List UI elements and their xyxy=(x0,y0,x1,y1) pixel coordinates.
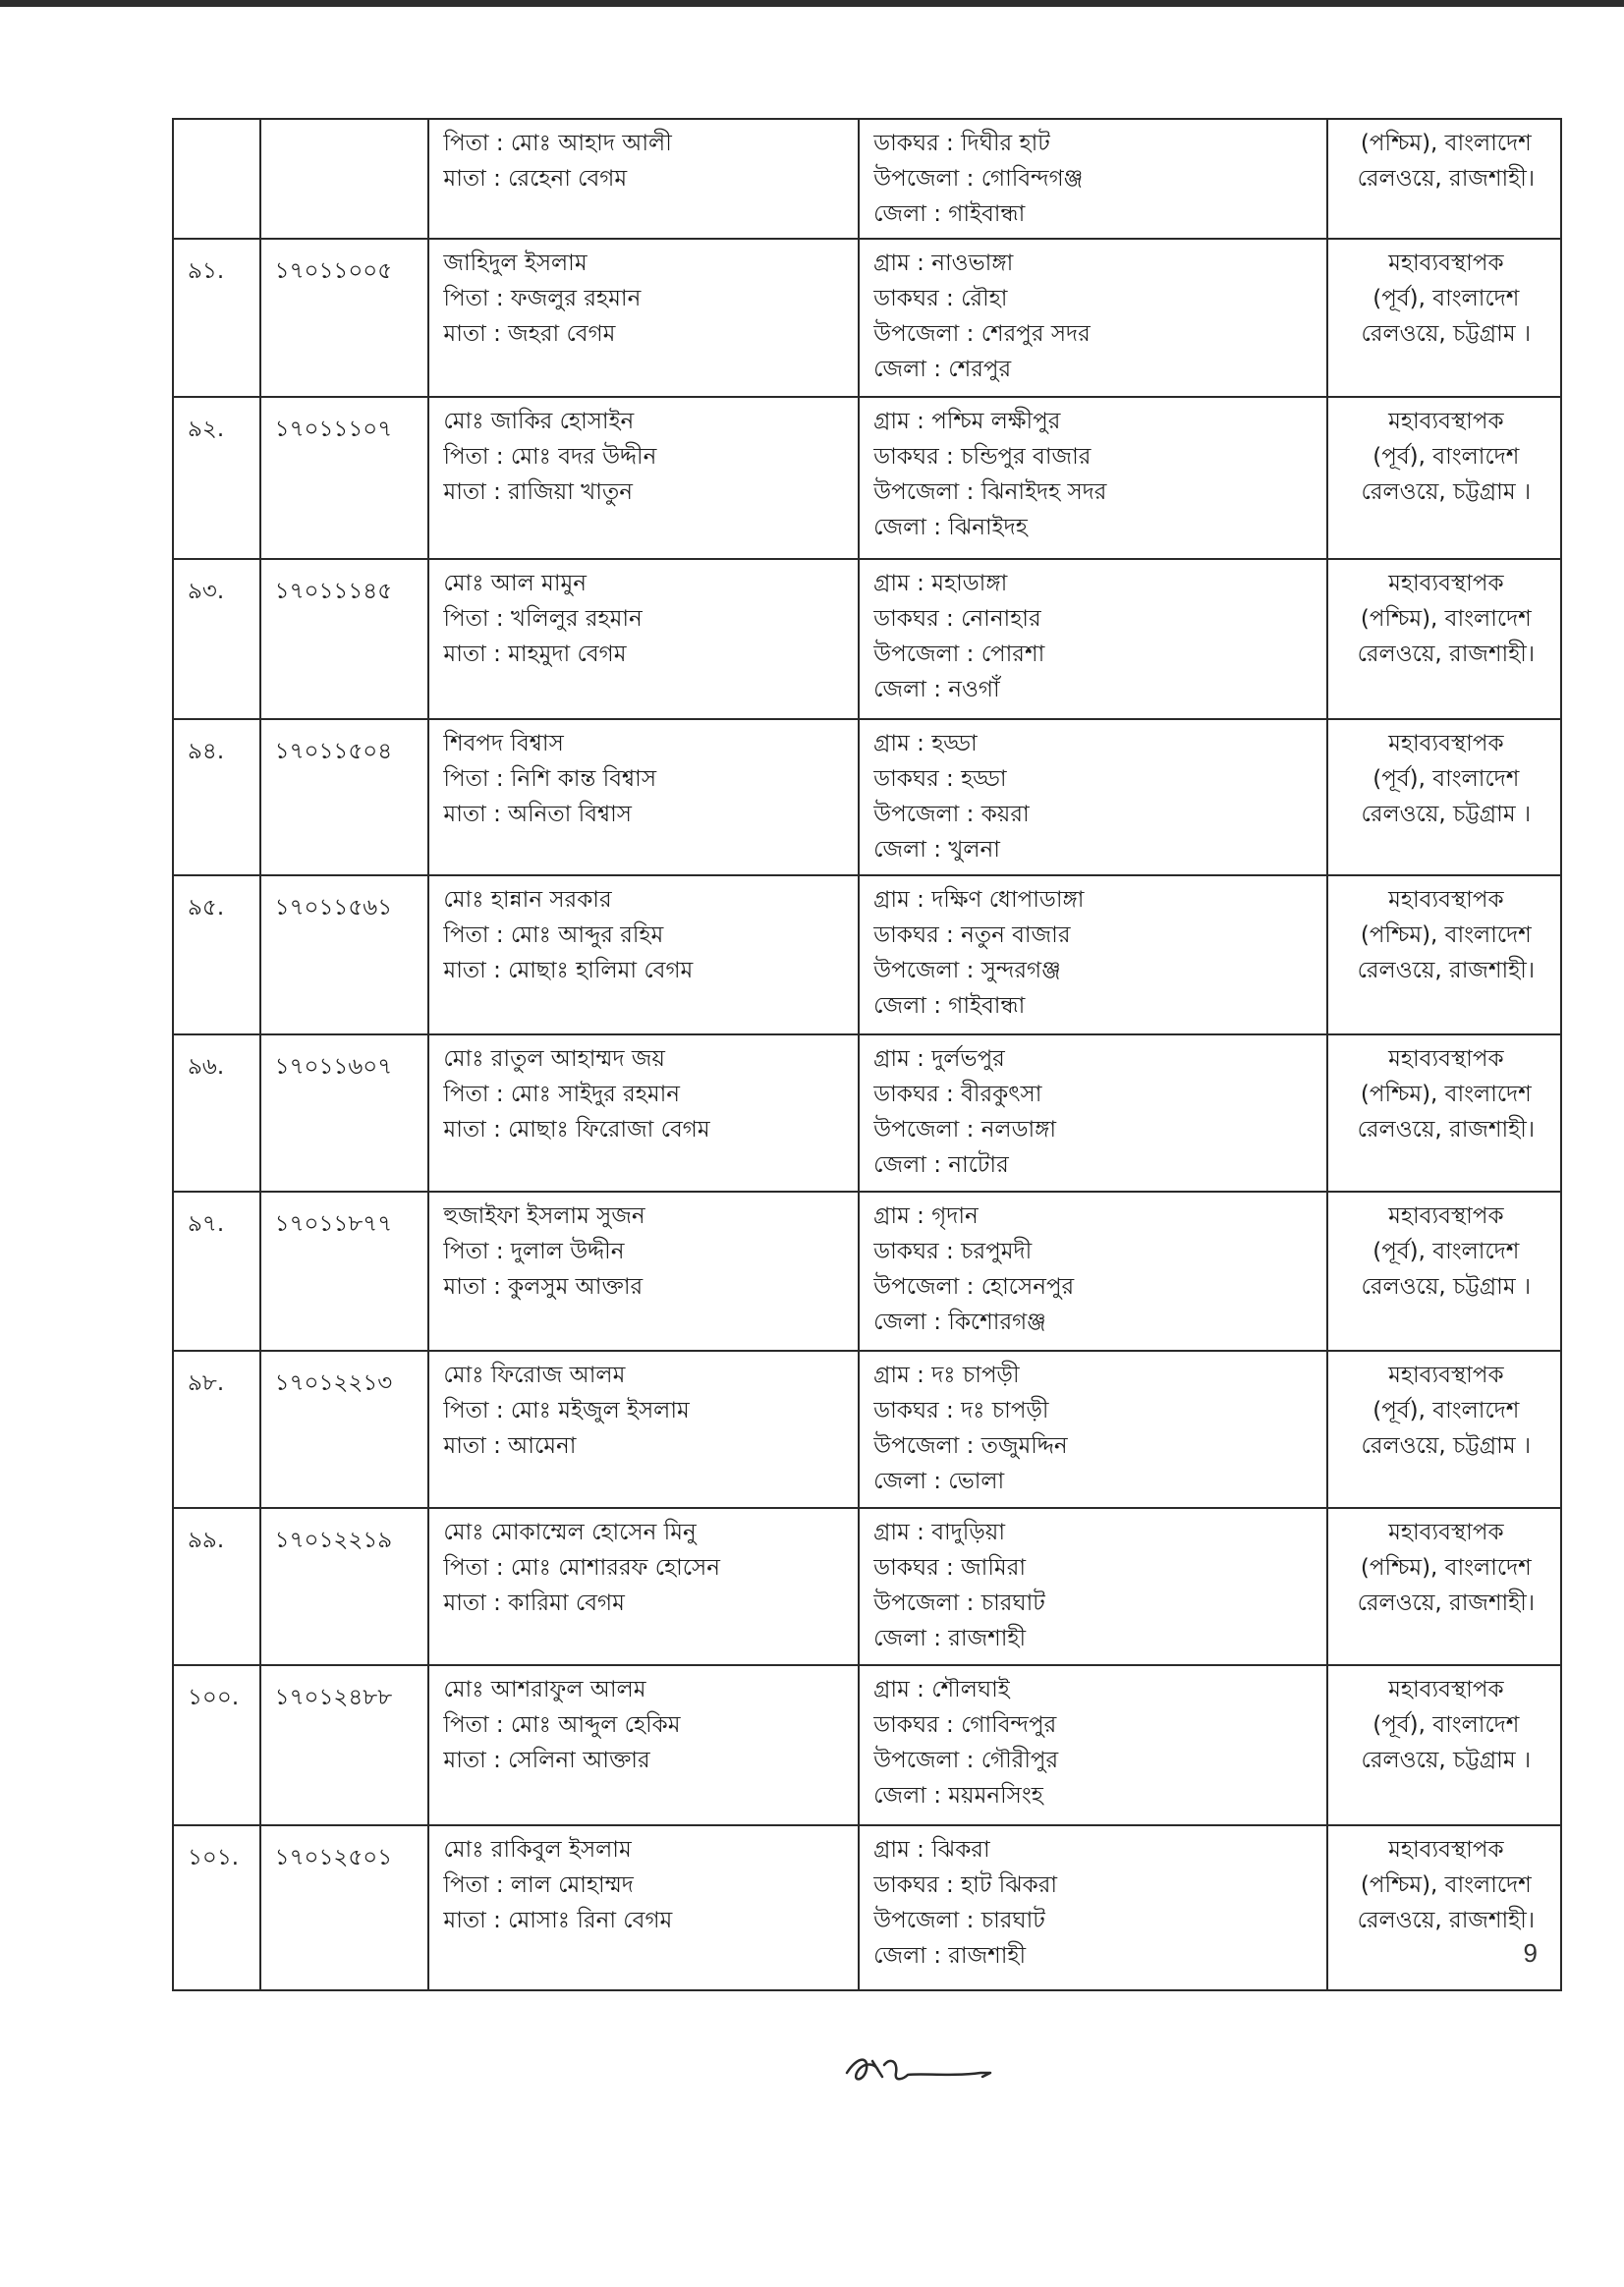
serial-number: ৯৬. xyxy=(188,1054,225,1080)
address-cell xyxy=(859,1351,1327,1508)
name-cell xyxy=(428,559,859,719)
name-cell xyxy=(428,397,859,559)
office-cell xyxy=(1327,1351,1561,1508)
office-cell xyxy=(1327,1508,1561,1665)
post-office: ডাকঘর : চন্ডিপুর বাজার xyxy=(873,444,1092,470)
upazila: উপজেলা : নলডাঙ্গা xyxy=(873,1117,1057,1143)
upazila: উপজেলা : তজুমদ্দিন xyxy=(873,1433,1068,1459)
roll-number: ১৭০১১১৪৫ xyxy=(274,579,393,604)
office-line: মহাব্যবস্থাপক xyxy=(1388,409,1504,434)
post-office: ডাকঘর : গোবিন্দপুর xyxy=(873,1712,1057,1738)
mother-name: মাতা : মোসাঃ রিনা বেগম xyxy=(443,1908,673,1933)
sl-cell xyxy=(173,1192,260,1351)
father-name: পিতা : মোঃ আব্দুর রহিম xyxy=(443,922,664,948)
upazila: উপজেলা : গোবিন্দগঞ্জ xyxy=(873,166,1084,192)
sl-cell xyxy=(173,397,260,559)
roll-cell xyxy=(260,1192,429,1351)
district: জেলা : গাইবান্ধা xyxy=(873,201,1026,227)
upazila: উপজেলা : হোসেনপুর xyxy=(873,1274,1075,1300)
office-line: রেলওয়ে, রাজশাহী। xyxy=(1357,958,1536,983)
father-name: পিতা : মোঃ বদর উদ্দীন xyxy=(443,444,657,470)
address-cell xyxy=(859,1825,1327,1990)
mother-name: মাতা : মাহমুদা বেগম xyxy=(443,641,627,667)
office-line: (পূর্ব), বাংলাদেশ xyxy=(1372,286,1520,311)
serial-number: ৯১. xyxy=(188,258,225,284)
page-number: 9 xyxy=(1523,1938,1538,1968)
office-cell xyxy=(1327,719,1561,875)
candidate-name: মোঃ মোকাম্মেল হোসেন মিনু xyxy=(443,1520,697,1545)
father-name: পিতা : লাল মোহাম্মদ xyxy=(443,1872,634,1898)
district: জেলা : গাইবান্ধা xyxy=(873,993,1026,1019)
upazila: উপজেলা : শেরপুর সদর xyxy=(873,321,1091,347)
candidate-table xyxy=(172,118,1562,1991)
office-line: রেলওয়ে, রাজশাহী। xyxy=(1357,641,1536,667)
roll-cell xyxy=(260,875,429,1034)
sl-cell xyxy=(173,1825,260,1990)
roll-number: ১৭০১১৬০৭ xyxy=(274,1054,393,1080)
roll-number: ১৭০১২২১৩ xyxy=(274,1370,393,1396)
table-row xyxy=(173,559,1561,719)
office-line: রেলওয়ে, রাজশাহী। xyxy=(1357,1590,1536,1616)
father-name: পিতা : দুলাল উদ্দীন xyxy=(443,1239,625,1264)
signature xyxy=(843,2043,1000,2106)
table-body xyxy=(173,119,1561,1990)
office-cell xyxy=(1327,1665,1561,1825)
serial-number: ১০০. xyxy=(188,1685,240,1710)
address-cell xyxy=(859,559,1327,719)
name-cell xyxy=(428,1825,859,1990)
table-row xyxy=(173,875,1561,1034)
serial-number: ৯৪. xyxy=(188,739,225,764)
mother-name: মাতা : কুলসুম আক্তার xyxy=(443,1274,644,1300)
village: গ্রাম : বাদুড়িয়া xyxy=(873,1520,1005,1545)
father-name: পিতা : মোঃ মোশাররফ হোসেন xyxy=(443,1555,720,1581)
post-office: ডাকঘর : নোনাহার xyxy=(873,606,1041,632)
district: জেলা : ভোলা xyxy=(873,1469,1005,1494)
office-cell xyxy=(1327,559,1561,719)
office-line: মহাব্যবস্থাপক xyxy=(1388,1677,1504,1702)
serial-number: ৯৮. xyxy=(188,1370,225,1396)
sl-cell xyxy=(173,1034,260,1192)
district: জেলা : রাজশাহী xyxy=(873,1626,1027,1651)
village: গ্রাম : দঃ চাপড়ী xyxy=(873,1363,1020,1388)
office-line: মহাব্যবস্থাপক xyxy=(1388,251,1504,276)
upazila: উপজেলা : চারঘাট xyxy=(873,1590,1045,1616)
sl-cell xyxy=(173,1508,260,1665)
name-cell xyxy=(428,875,859,1034)
post-office: ডাকঘর : জামিরা xyxy=(873,1555,1027,1581)
mother-name: মাতা : আমেনা xyxy=(443,1433,577,1459)
upazila: উপজেলা : গৌরীপুর xyxy=(873,1748,1059,1773)
candidate-name: মোঃ রাতুল আহাম্মদ জয় xyxy=(443,1046,665,1072)
office-line: মহাব্যবস্থাপক xyxy=(1388,731,1504,756)
roll-cell xyxy=(260,119,429,239)
candidate-name: মোঃ হান্নান সরকার xyxy=(443,887,612,913)
candidate-name: মোঃ ফিরোজ আলম xyxy=(443,1363,626,1388)
roll-number: ১৭০১১১০৭ xyxy=(274,417,393,442)
office-line: (পশ্চিম), বাংলাদেশ xyxy=(1360,1872,1532,1898)
table-row xyxy=(173,1508,1561,1665)
mother-name: মাতা : সেলিনা আক্তার xyxy=(443,1748,650,1773)
office-line: রেলওয়ে, রাজশাহী। xyxy=(1357,1908,1536,1933)
office-line: (পূর্ব), বাংলাদেশ xyxy=(1372,1398,1520,1423)
upazila: উপজেলা : সুন্দরগঞ্জ xyxy=(873,958,1061,983)
address-cell xyxy=(859,397,1327,559)
post-office: ডাকঘর : রৌহা xyxy=(873,286,1008,311)
sl-cell xyxy=(173,875,260,1034)
village: গ্রাম : ঝিকরা xyxy=(873,1837,990,1863)
roll-number: ১৭০১২২১৯ xyxy=(274,1528,393,1553)
office-line: (পূর্ব), বাংলাদেশ xyxy=(1372,1712,1520,1738)
roll-cell xyxy=(260,559,429,719)
office-line: মহাব্যবস্থাপক xyxy=(1388,1363,1504,1388)
office-line: মহাব্যবস্থাপক xyxy=(1388,1520,1504,1545)
office-line: মহাব্যবস্থাপক xyxy=(1388,887,1504,913)
village: গ্রাম : শৌলঘাই xyxy=(873,1677,1010,1702)
office-line: রেলওয়ে, চট্টগ্রাম । xyxy=(1361,321,1532,347)
roll-cell xyxy=(260,239,429,397)
district: জেলা : খুলনা xyxy=(873,837,1000,863)
candidate-name: মোঃ রাকিবুল ইসলাম xyxy=(443,1837,632,1863)
table-row xyxy=(173,1665,1561,1825)
father-name: পিতা : মোঃ আহাদ আলী xyxy=(443,131,672,156)
office-line: মহাব্যবস্থাপক xyxy=(1388,571,1504,596)
roll-number: ১৭০১২৪৮৮ xyxy=(274,1685,393,1710)
father-name: পিতা : মোঃ সাইদুর রহমান xyxy=(443,1082,681,1107)
candidate-name: মোঃ আল মামুন xyxy=(443,571,587,596)
mother-name: মাতা : অনিতা বিশ্বাস xyxy=(443,802,633,827)
father-name: পিতা : মোঃ আব্দুল হেকিম xyxy=(443,1712,681,1738)
candidate-name: মোঃ আশরাফুল আলম xyxy=(443,1677,646,1702)
mother-name: মাতা : কারিমা বেগম xyxy=(443,1590,625,1616)
mother-name: মাতা : রেহেনা বেগম xyxy=(443,166,628,192)
office-line: (পশ্চিম), বাংলাদেশ xyxy=(1360,922,1532,948)
mother-name: মাতা : রাজিয়া খাতুন xyxy=(443,479,633,505)
sl-cell xyxy=(173,1351,260,1508)
name-cell xyxy=(428,119,859,239)
serial-number: ৯৯. xyxy=(188,1528,225,1553)
serial-number: ৯৩. xyxy=(188,579,225,604)
upazila: উপজেলা : চারঘাট xyxy=(873,1908,1045,1933)
office-cell xyxy=(1327,119,1561,239)
name-cell xyxy=(428,1351,859,1508)
roll-number: ১৭০১২৫০১ xyxy=(274,1845,393,1870)
table-row xyxy=(173,1034,1561,1192)
upazila: উপজেলা : পোরশা xyxy=(873,641,1045,667)
district: জেলা : রাজশাহী xyxy=(873,1943,1027,1969)
district: জেলা : কিশোরগঞ্জ xyxy=(873,1310,1046,1335)
office-line: রেলওয়ে, চট্টগ্রাম । xyxy=(1361,802,1532,827)
village: গ্রাম : নাওভাঙ্গা xyxy=(873,251,1014,276)
office-line: রেলওয়ে, চট্টগ্রাম । xyxy=(1361,1748,1532,1773)
address-cell xyxy=(859,1034,1327,1192)
roll-number: ১৭০১১৫০৪ xyxy=(274,739,393,764)
roll-number: ১৭০১১৫৬১ xyxy=(274,895,393,920)
serial-number: ১০১. xyxy=(188,1845,240,1870)
table-row xyxy=(173,719,1561,875)
table-row xyxy=(173,397,1561,559)
post-office: ডাকঘর : হড্ডা xyxy=(873,766,1007,792)
post-office: ডাকঘর : হাট ঝিকরা xyxy=(873,1872,1058,1898)
village: গ্রাম : হড্ডা xyxy=(873,731,978,756)
table-row xyxy=(173,239,1561,397)
sl-cell xyxy=(173,239,260,397)
candidate-name: জাহিদুল ইসলাম xyxy=(443,251,588,276)
office-line: (পূর্ব), বাংলাদেশ xyxy=(1372,766,1520,792)
address-cell xyxy=(859,1665,1327,1825)
sl-cell xyxy=(173,1665,260,1825)
mother-name: মাতা : মোছাঃ হালিমা বেগম xyxy=(443,958,694,983)
candidate-name: শিবপদ বিশ্বাস xyxy=(443,731,564,756)
name-cell xyxy=(428,1034,859,1192)
name-cell xyxy=(428,1192,859,1351)
top-border xyxy=(0,0,1624,7)
roll-number: ১৭০১১০০৫ xyxy=(274,258,393,284)
office-line: (পশ্চিম), বাংলাদেশ xyxy=(1360,1555,1532,1581)
table-row xyxy=(173,1351,1561,1508)
office-line: রেলওয়ে, চট্টগ্রাম । xyxy=(1361,479,1532,505)
district: জেলা : নওগাঁ xyxy=(873,677,1000,702)
office-cell xyxy=(1327,397,1561,559)
post-office: ডাকঘর : দঃ চাপড়ী xyxy=(873,1398,1049,1423)
father-name: পিতা : ফজলুর রহমান xyxy=(443,286,642,311)
sl-cell xyxy=(173,559,260,719)
district: জেলা : নাটোর xyxy=(873,1152,1009,1178)
post-office: ডাকঘর : দিঘীর হাট xyxy=(873,131,1050,156)
office-line: রেলওয়ে, রাজশাহী। xyxy=(1357,166,1536,192)
address-cell xyxy=(859,875,1327,1034)
district: জেলা : ময়মনসিংহ xyxy=(873,1783,1043,1809)
name-cell xyxy=(428,1665,859,1825)
post-office: ডাকঘর : চরপুমদী xyxy=(873,1239,1033,1264)
father-name: পিতা : নিশি কান্ত বিশ্বাস xyxy=(443,766,657,792)
village: গ্রাম : দক্ষিণ ধোপাডাঙ্গা xyxy=(873,887,1085,913)
name-cell xyxy=(428,719,859,875)
roll-cell xyxy=(260,1034,429,1192)
office-line: (পূর্ব), বাংলাদেশ xyxy=(1372,1239,1520,1264)
office-line: (পশ্চিম), বাংলাদেশ xyxy=(1360,1082,1532,1107)
post-office: ডাকঘর : বীরকুৎসা xyxy=(873,1082,1042,1107)
roll-cell xyxy=(260,1508,429,1665)
village: গ্রাম : দুর্লভপুর xyxy=(873,1046,1005,1072)
address-cell xyxy=(859,1192,1327,1351)
roll-cell xyxy=(260,397,429,559)
roll-cell xyxy=(260,1825,429,1990)
office-line: রেলওয়ে, চট্টগ্রাম । xyxy=(1361,1274,1532,1300)
village: গ্রাম : গৃদান xyxy=(873,1203,979,1229)
office-line: (পূর্ব), বাংলাদেশ xyxy=(1372,444,1520,470)
office-line: মহাব্যবস্থাপক xyxy=(1388,1046,1504,1072)
father-name: পিতা : খলিলুর রহমান xyxy=(443,606,643,632)
village: গ্রাম : মহাডাঙ্গা xyxy=(873,571,1008,596)
candidate-name: হুজাইফা ইসলাম সুজন xyxy=(443,1203,645,1229)
table-row xyxy=(173,1192,1561,1351)
father-name: পিতা : মোঃ মইজুল ইসলাম xyxy=(443,1398,690,1423)
address-cell xyxy=(859,1508,1327,1665)
office-line: রেলওয়ে, চট্টগ্রাম । xyxy=(1361,1433,1532,1459)
continuation-row xyxy=(173,119,1561,239)
mother-name: মাতা : জহরা বেগম xyxy=(443,321,616,347)
name-cell xyxy=(428,239,859,397)
name-cell xyxy=(428,1508,859,1665)
district: জেলা : শেরপুর xyxy=(873,357,1012,382)
address-cell xyxy=(859,239,1327,397)
roll-cell xyxy=(260,1665,429,1825)
mother-name: মাতা : মোছাঃ ফিরোজা বেগম xyxy=(443,1117,710,1143)
upazila: উপজেলা : কয়রা xyxy=(873,802,1030,827)
candidate-name: মোঃ জাকির হোসাইন xyxy=(443,409,635,434)
office-line: মহাব্যবস্থাপক xyxy=(1388,1837,1504,1863)
sl-cell xyxy=(173,719,260,875)
roll-cell xyxy=(260,719,429,875)
office-cell xyxy=(1327,239,1561,397)
district: জেলা : ঝিনাইদহ xyxy=(873,515,1028,540)
roll-cell xyxy=(260,1351,429,1508)
sl-cell xyxy=(173,119,260,239)
post-office: ডাকঘর : নতুন বাজার xyxy=(873,922,1071,948)
office-cell xyxy=(1327,875,1561,1034)
upazila: উপজেলা : ঝিনাইদহ সদর xyxy=(873,479,1107,505)
office-line: (পশ্চিম), বাংলাদেশ xyxy=(1360,606,1532,632)
village: গ্রাম : পশ্চিম লক্ষীপুর xyxy=(873,409,1061,434)
office-line: মহাব্যবস্থাপক xyxy=(1388,1203,1504,1229)
roll-number: ১৭০১১৮৭৭ xyxy=(274,1211,393,1237)
office-cell xyxy=(1327,1192,1561,1351)
office-cell xyxy=(1327,1034,1561,1192)
table-row xyxy=(173,1825,1561,1990)
address-cell xyxy=(859,119,1327,239)
serial-number: ৯৭. xyxy=(188,1211,225,1237)
serial-number: ৯৫. xyxy=(188,895,225,920)
serial-number: ৯২. xyxy=(188,417,225,442)
signature-scribble xyxy=(843,2043,1000,2102)
office-line: রেলওয়ে, রাজশাহী। xyxy=(1357,1117,1536,1143)
address-cell xyxy=(859,719,1327,875)
office-line: (পশ্চিম), বাংলাদেশ xyxy=(1360,131,1532,156)
